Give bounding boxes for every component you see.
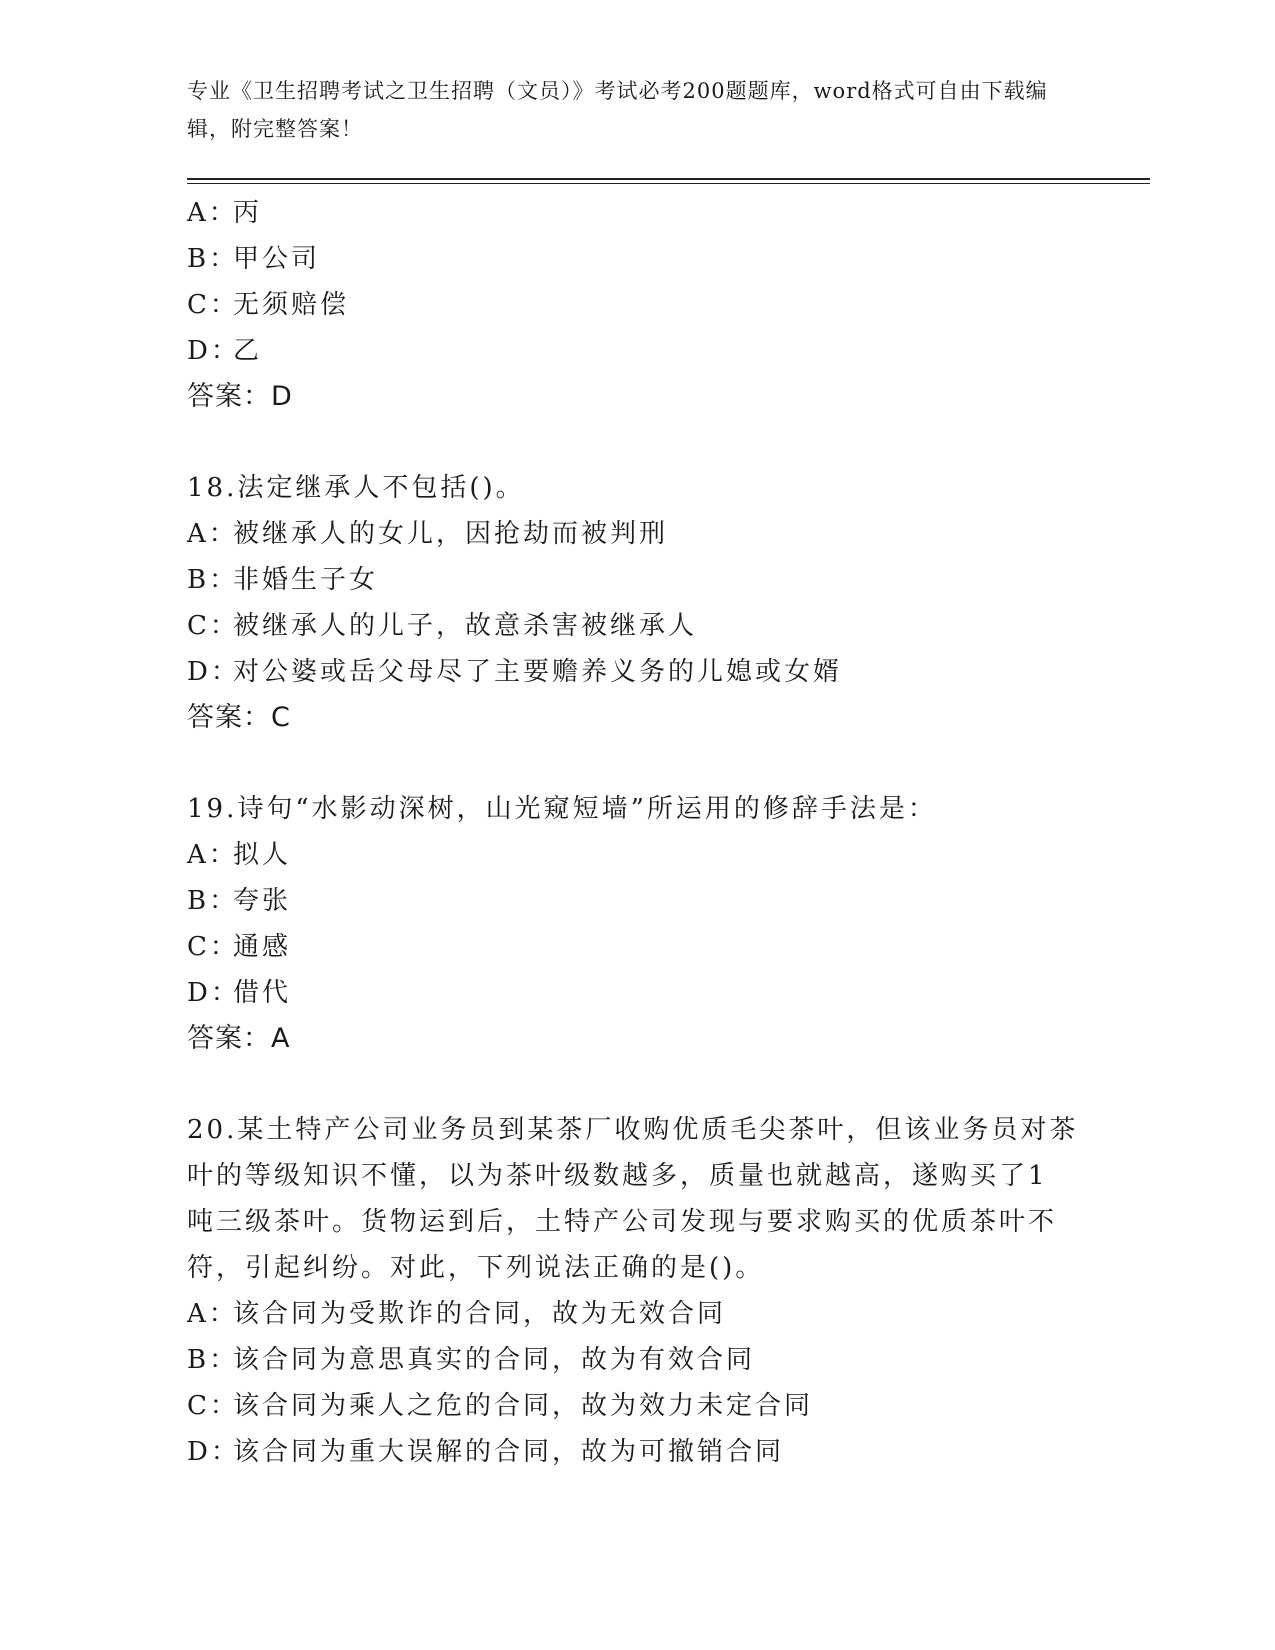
option-b: B：夸张 (187, 886, 292, 916)
question-17 (187, 190, 1087, 420)
question-content (187, 190, 1087, 1475)
option-b: B：非婚生子女 (187, 565, 379, 595)
question-19 (187, 786, 1087, 1062)
question-text-line: 20.某土特产公司业务员到某茶厂收购优质毛尖茶叶，但该业务员对茶 (187, 1115, 1079, 1145)
question-text-line: 叶的等级知识不懂，以为茶叶级数越多，质量也就越高，遂购买了1 (187, 1161, 1048, 1191)
header-rule-thick (187, 178, 1150, 180)
question-text: 18.法定继承人不包括()。 (187, 473, 525, 503)
header-rule-thin (187, 183, 1150, 184)
option-c: C：被继承人的儿子，故意杀害被继承人 (187, 611, 698, 641)
option-a: A：该合同为受欺诈的合同，故为无效合同 (187, 1299, 727, 1329)
document-header (187, 72, 1067, 148)
option-d: D：该合同为重大误解的合同，故为可撤销合同 (187, 1437, 785, 1467)
question-18 (187, 465, 1087, 741)
option-b: B：该合同为意思真实的合同，故为有效合同 (187, 1345, 756, 1375)
option-d: D：乙 (187, 336, 263, 366)
option-d: D：对公婆或岳父母尽了主要赡养义务的儿媳或女婿 (187, 657, 843, 687)
answer-line: 答案：D (187, 381, 293, 412)
option-a: A：被继承人的女儿，因抢劫而被判刑 (187, 519, 669, 549)
option-a: A：丙 (187, 198, 263, 228)
answer-line: 答案：C (187, 702, 291, 733)
option-c: C：通感 (187, 932, 292, 962)
option-a: A：拟人 (187, 840, 292, 870)
option-c: C：该合同为乘人之危的合同，故为效力未定合同 (187, 1391, 814, 1421)
question-text-line: 吨三级茶叶。货物运到后，土特产公司发现与要求购买的优质茶叶不 (187, 1207, 1058, 1237)
question-text: 19.诗句“水影动深树，山光窥短墙”所运用的修辞手法是： (187, 794, 937, 824)
header-title: 专业《卫生招聘考试之卫生招聘（文员）》考试必考200题题库，word格式可自由下载编辑，附完整答案！ (187, 79, 1048, 141)
question-20 (187, 1107, 1087, 1475)
option-c: C：无须赔偿 (187, 290, 350, 320)
option-b: B：甲公司 (187, 244, 321, 274)
answer-line: 答案：A (187, 1023, 291, 1054)
option-d: D：借代 (187, 978, 292, 1008)
question-text-line: 符，引起纠纷。对此，下列说法正确的是()。 (187, 1253, 765, 1283)
